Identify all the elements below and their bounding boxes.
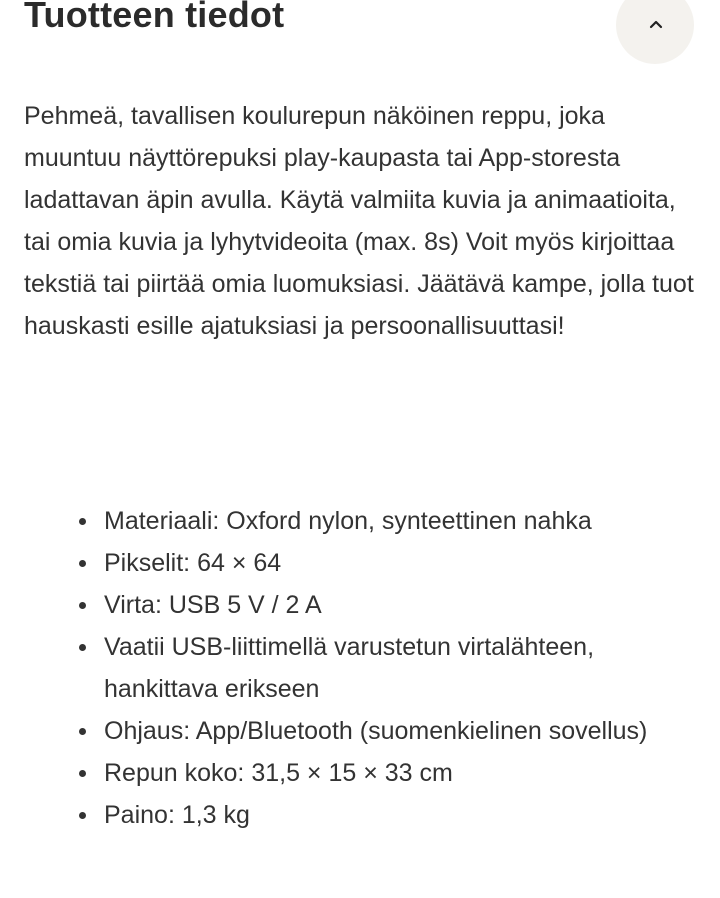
spec-item-power: Virta: USB 5 V / 2 A — [104, 584, 704, 626]
spec-item-weight: Paino: 1,3 kg — [104, 794, 704, 836]
spec-item-size: Repun koko: 31,5 × 15 × 33 cm — [104, 752, 704, 794]
spec-item-material: Materiaali: Oxford nylon, synteettinen nahka — [104, 500, 704, 542]
section-title: Tuotteen tiedot — [24, 0, 285, 35]
spec-list — [104, 500, 704, 836]
chevron-up-icon — [649, 19, 663, 29]
spec-item-pixels: Pikselit: 64 × 64 — [104, 542, 704, 584]
collapse-button[interactable] — [616, 0, 694, 64]
section-header[interactable] — [0, 0, 720, 60]
spec-item-control: Ohjaus: App/Bluetooth (suomenkielinen sovellus) — [104, 710, 704, 752]
spec-item-power-source: Vaatii USB-liittimellä varustetun virtalähteen, hankittava erikseen — [104, 626, 704, 710]
product-description: Pehmeä, tavallisen koulurepun näköinen reppu, joka muuntuu näyttörepuksi play-kaupasta tai App-storesta ladattavan äpin avulla. Käytä valmiita kuvia ja animaatioita, tai omia kuvia ja lyhytvideoita (max. 8s) Voit myös kirjoittaa tekstiä tai piirtää omia luomuksiasi. Jäätävä kampe, jolla tuot hauskasti esille ajatuksiasi ja persoonallisuuttasi! — [24, 102, 694, 340]
